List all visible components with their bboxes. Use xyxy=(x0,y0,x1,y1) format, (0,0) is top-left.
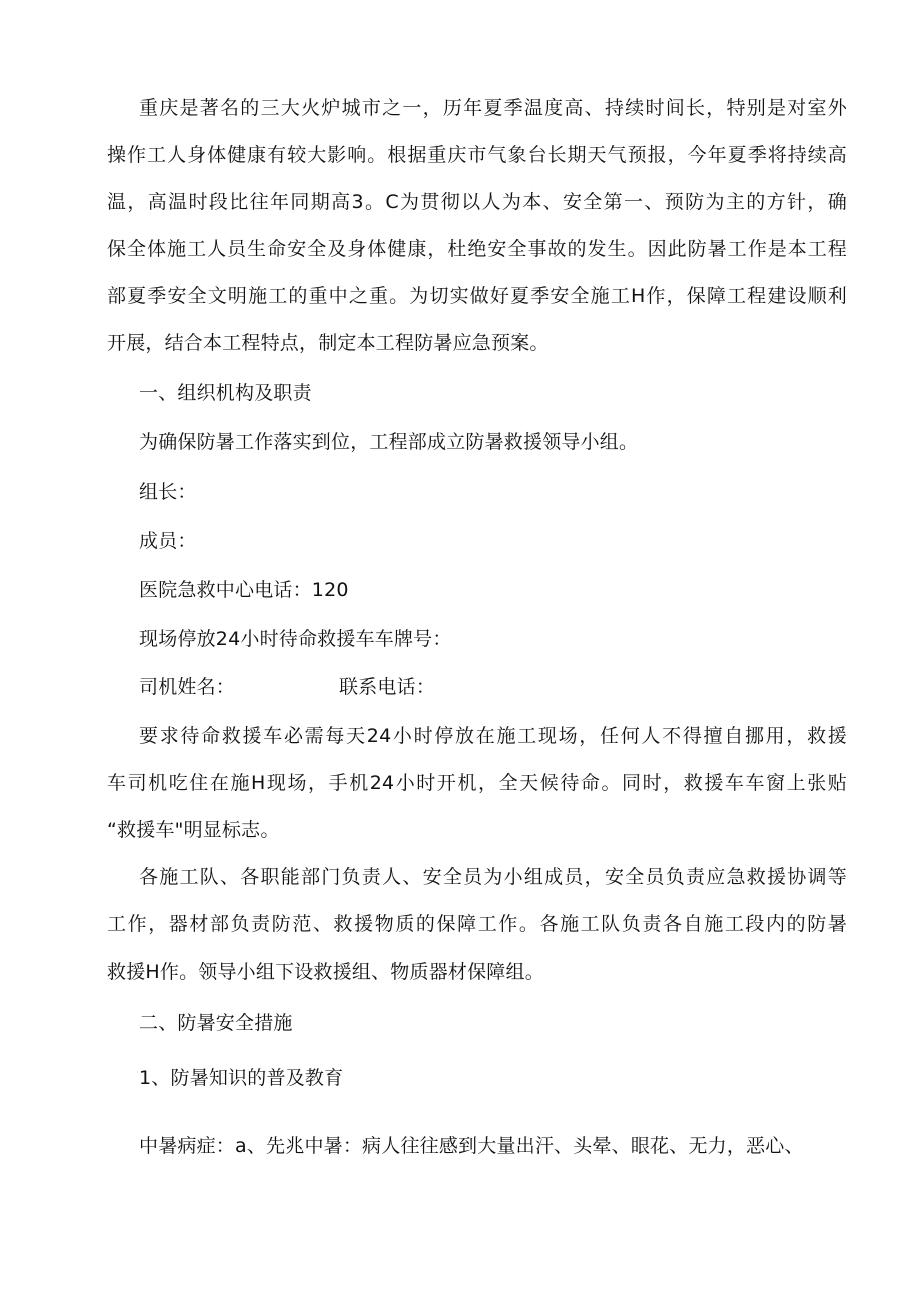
section-2-heading: 二、防暑安全措施 xyxy=(139,1012,293,1034)
driver-contact-row xyxy=(139,675,879,699)
paragraph-1-line-6: 开展，结合本工程特点，制定本工程防暑应急预案。 xyxy=(107,332,549,354)
contact-phone-label: 联系电话： xyxy=(339,676,436,698)
paragraph-3-line-3: 救援H作。领导小组下设救援组、物质器材保障组。 xyxy=(107,961,544,983)
ambulance-plate: 现场停放24小时待命救援车车牌号： xyxy=(139,628,452,650)
section-1-intro: 为确保防暑工作落实到位，工程部成立防暑救援领导小组。 xyxy=(139,431,639,453)
paragraph-2-line-2: 车司机吃住在施H现场，手机24小时开机，全天候待命。同时，救援车车窗上张贴 xyxy=(107,772,847,794)
hospital-phone: 医院急救中心电话：120 xyxy=(139,579,349,601)
paragraph-3-line-2: 工作，器材部负责防范、救援物质的保障工作。各施工队负责各自施工段内的防暑 xyxy=(107,913,847,935)
paragraph-1-line-1: 重庆是著名的三大火炉城市之一，历年夏季温度高、持续时间长，特别是对室外 xyxy=(139,97,847,119)
paragraph-1-line-2: 操作工人身体健康有较大影响。根据重庆市气象台长期天气预报，今年夏季将持续高 xyxy=(107,144,847,166)
paragraph-2-line-3: “救援车"明显标志。 xyxy=(107,819,280,841)
leader-label: 组长： xyxy=(139,481,197,503)
subsection-1-heading: 1、防暑知识的普及教育 xyxy=(139,1067,344,1089)
driver-name-label: 司机姓名： xyxy=(139,676,236,698)
section-1-heading: 一、组织机构及职责 xyxy=(139,382,312,404)
paragraph-2-line-1: 要求待命救援车必需每天24小时停放在施工现场，任何人不得擅自挪用，救援 xyxy=(139,725,847,747)
members-label: 成员： xyxy=(139,530,197,552)
heatstroke-symptoms-line: 中暑病症：a、先兆中暑：病人往往感到大量出汗、头晕、眼花、无力，恶心、 xyxy=(139,1135,804,1157)
paragraph-3-line-1: 各施工队、各职能部门负责人、安全员为小组成员，安全员负责应急救援协调等 xyxy=(139,866,847,888)
paragraph-1-line-3: 温，高温时段比往年同期高3。C为贯彻以人为本、安全第一、预防为主的方针，确 xyxy=(107,191,847,213)
paragraph-1-line-4: 保全体施工人员生命安全及身体健康，杜绝安全事故的发生。因此防暑工作是本工程 xyxy=(107,238,847,260)
paragraph-1-line-5: 部夏季安全文明施工的重中之重。为切实做好夏季安全施工H作，保障工程建设顺利 xyxy=(107,285,847,307)
